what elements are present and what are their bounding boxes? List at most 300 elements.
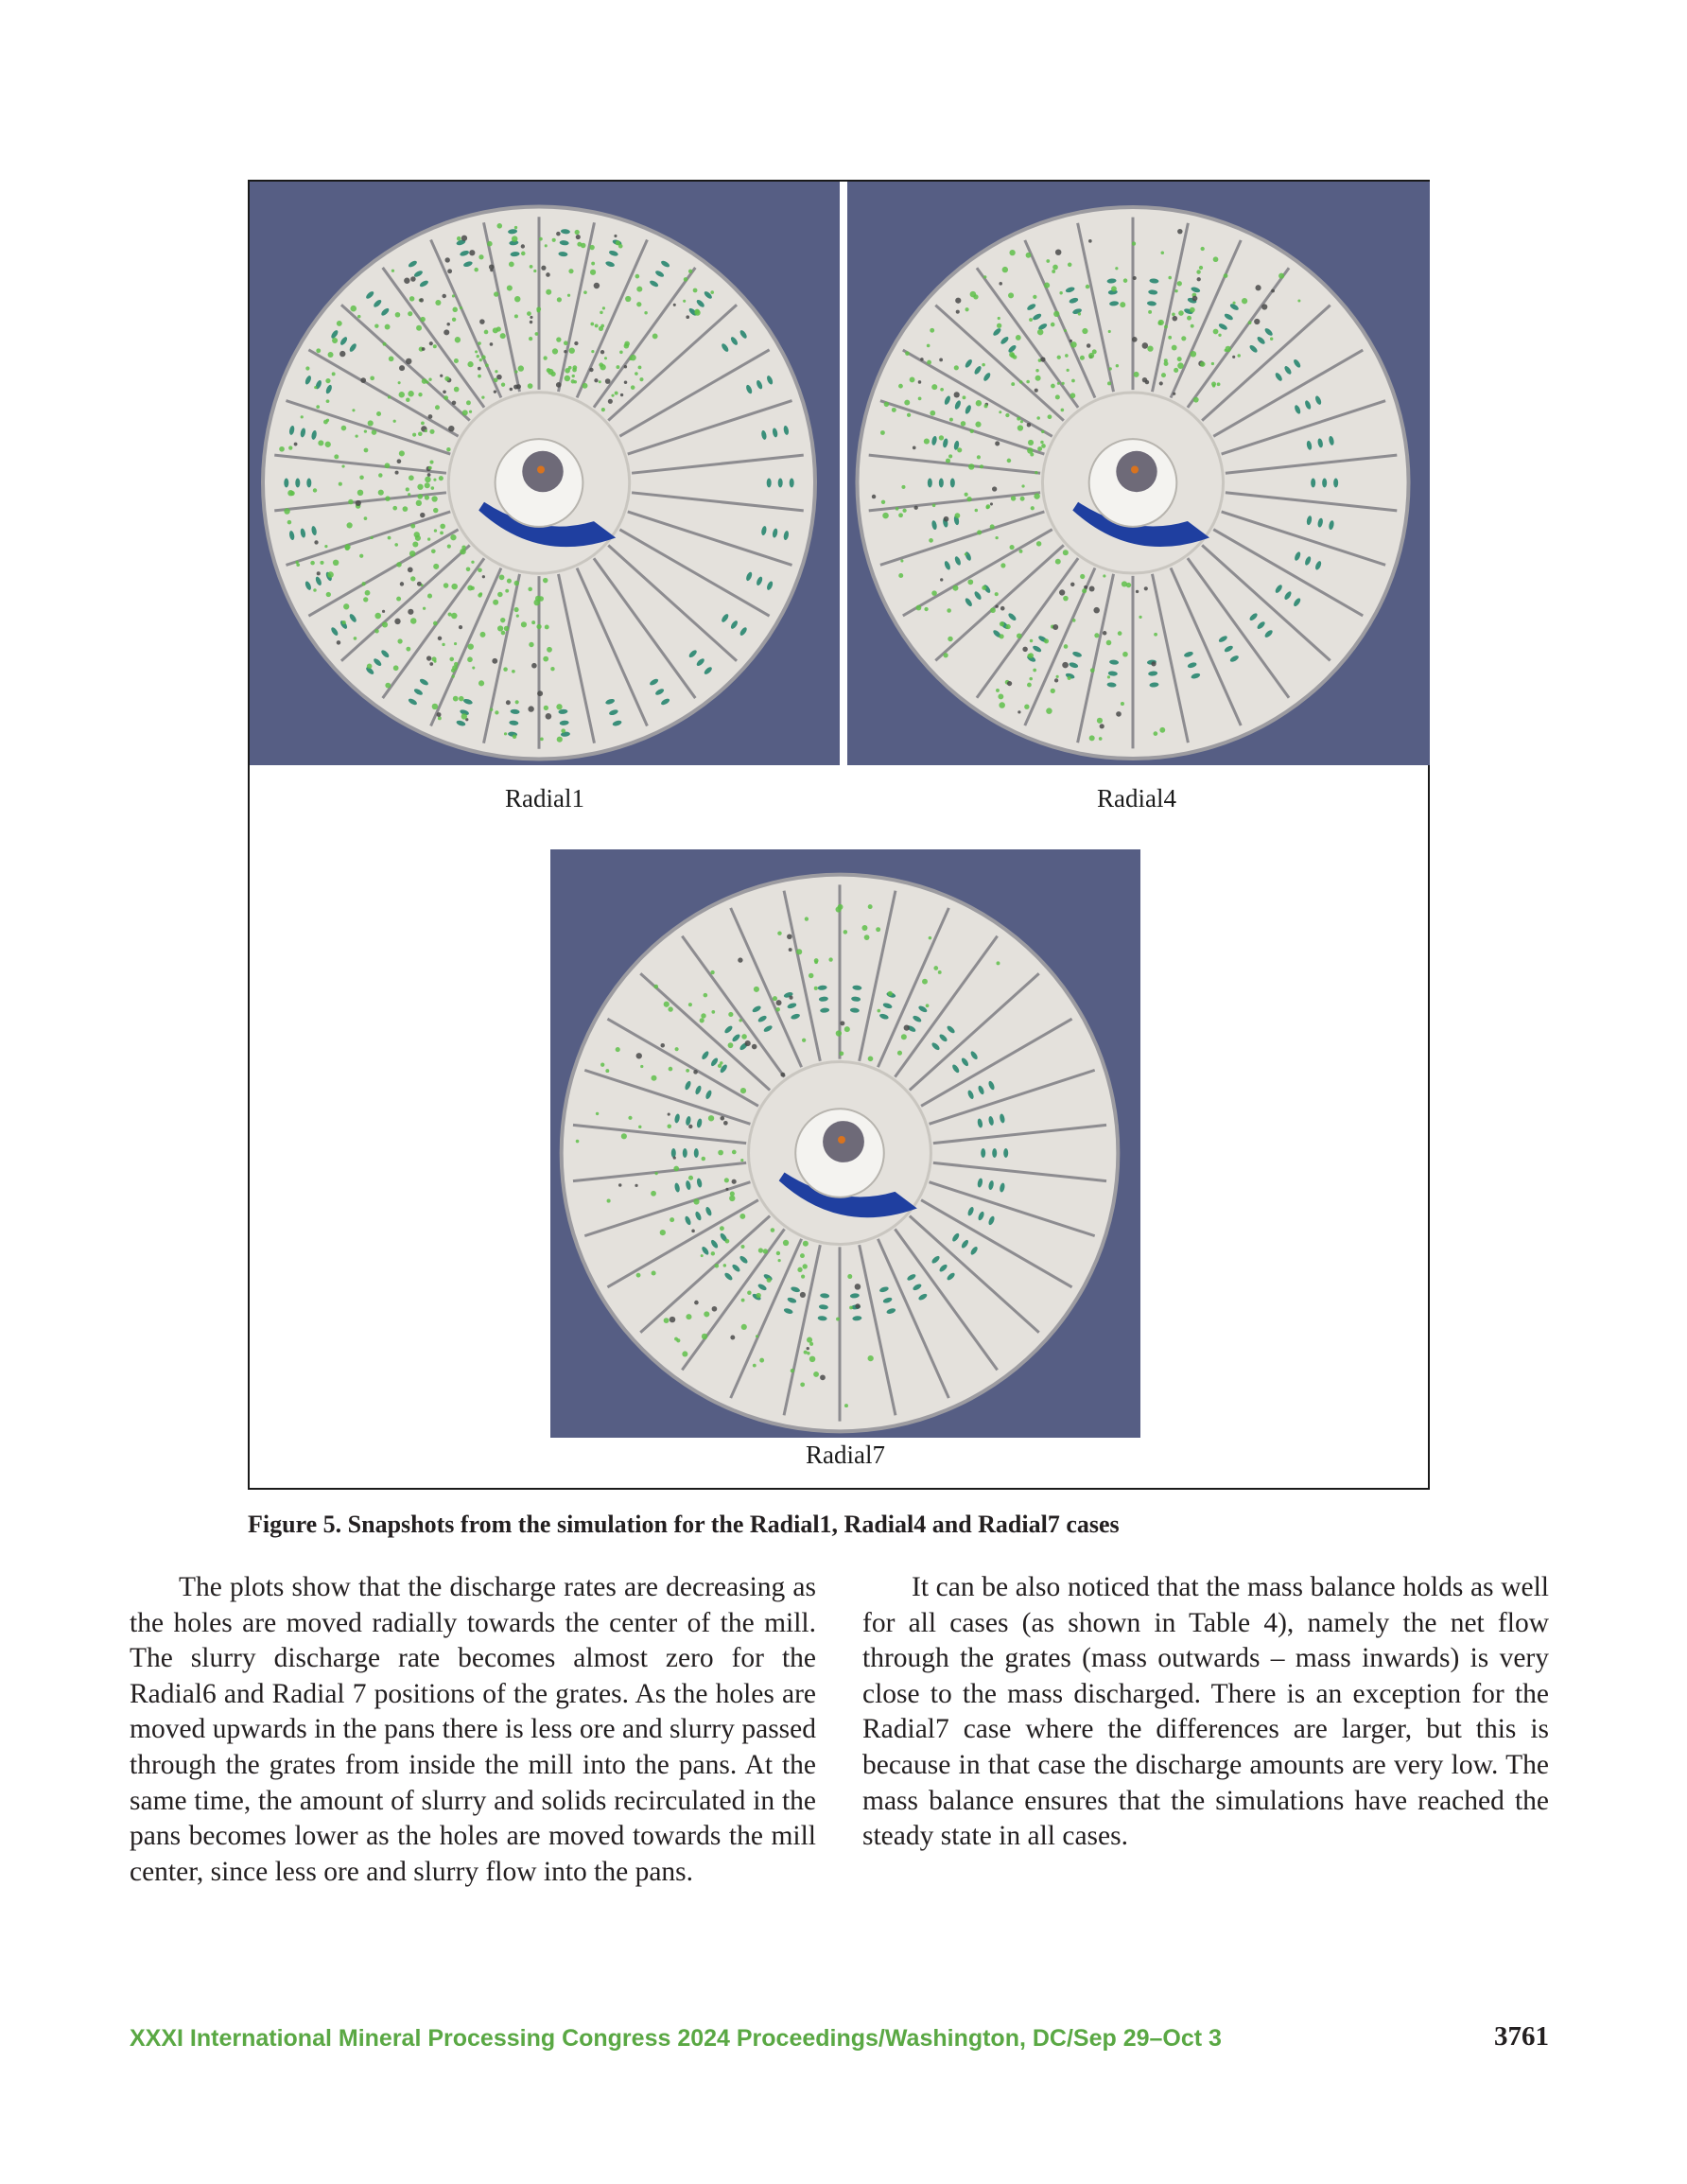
particle bbox=[326, 419, 329, 422]
particle bbox=[1048, 414, 1052, 419]
particle bbox=[1021, 484, 1024, 487]
particle bbox=[478, 254, 483, 259]
particle bbox=[636, 1053, 642, 1058]
particle bbox=[589, 368, 593, 372]
particle bbox=[408, 568, 413, 573]
particle bbox=[674, 1337, 678, 1341]
particle bbox=[688, 1176, 693, 1180]
particle bbox=[630, 355, 635, 360]
particle bbox=[955, 298, 961, 304]
particle bbox=[1168, 336, 1172, 340]
particle bbox=[368, 420, 374, 426]
particle bbox=[557, 737, 563, 743]
particle bbox=[481, 355, 486, 359]
particle bbox=[357, 315, 361, 319]
particle bbox=[636, 302, 641, 306]
particle bbox=[616, 1047, 620, 1052]
particle bbox=[1051, 689, 1055, 693]
particle bbox=[844, 930, 848, 935]
particle bbox=[644, 311, 647, 314]
particle bbox=[399, 365, 405, 371]
particle bbox=[533, 270, 536, 272]
particle bbox=[807, 1337, 812, 1343]
particle bbox=[410, 576, 415, 581]
particle bbox=[529, 642, 533, 647]
particle bbox=[332, 338, 338, 343]
particle bbox=[660, 1230, 666, 1235]
particle bbox=[601, 408, 605, 411]
particle bbox=[543, 656, 548, 662]
radial1-label: Radial1 bbox=[505, 784, 584, 812]
particle bbox=[433, 344, 437, 348]
particle bbox=[420, 317, 425, 322]
particle bbox=[537, 690, 543, 696]
particle bbox=[438, 637, 443, 641]
particle bbox=[313, 488, 317, 492]
particle bbox=[898, 513, 903, 517]
particle bbox=[1094, 633, 1099, 638]
particle bbox=[1090, 668, 1095, 673]
particle bbox=[1040, 357, 1045, 361]
particle bbox=[450, 534, 456, 540]
particle bbox=[440, 524, 445, 530]
particle bbox=[624, 381, 627, 384]
particle bbox=[838, 904, 844, 910]
particle bbox=[740, 1159, 743, 1162]
particle bbox=[337, 321, 342, 326]
particle bbox=[1108, 330, 1111, 333]
particle bbox=[653, 985, 658, 989]
particle bbox=[395, 471, 399, 475]
particle bbox=[1100, 724, 1104, 728]
particle bbox=[341, 426, 347, 431]
particle bbox=[595, 323, 599, 327]
particle bbox=[521, 244, 525, 248]
particle bbox=[478, 568, 482, 572]
particle bbox=[970, 291, 977, 298]
particle bbox=[333, 560, 339, 566]
particle bbox=[892, 408, 896, 412]
particle bbox=[1070, 583, 1074, 586]
particle bbox=[1107, 675, 1110, 678]
particle bbox=[675, 1047, 679, 1051]
particle bbox=[855, 1284, 861, 1290]
particle bbox=[1031, 506, 1035, 510]
particle bbox=[328, 352, 334, 358]
particle bbox=[940, 388, 944, 392]
particle bbox=[479, 358, 482, 361]
particle bbox=[977, 455, 981, 459]
particle bbox=[813, 1372, 819, 1377]
particle bbox=[594, 283, 600, 288]
particle bbox=[961, 421, 966, 427]
particle bbox=[530, 321, 532, 323]
particle bbox=[294, 443, 298, 446]
particle bbox=[800, 1292, 806, 1298]
particle bbox=[651, 1191, 656, 1197]
particle bbox=[385, 496, 391, 501]
particle bbox=[544, 706, 548, 710]
particle bbox=[876, 927, 880, 932]
particle bbox=[514, 296, 520, 302]
particle bbox=[807, 1352, 809, 1354]
particle bbox=[1248, 321, 1252, 324]
particle bbox=[425, 482, 430, 488]
particle bbox=[492, 658, 497, 664]
particle bbox=[326, 592, 331, 597]
particle bbox=[693, 1198, 699, 1204]
particle bbox=[1151, 661, 1156, 666]
particle bbox=[569, 348, 575, 354]
particle bbox=[557, 297, 562, 302]
particle bbox=[324, 545, 327, 548]
particle bbox=[1237, 354, 1240, 357]
particle bbox=[1080, 574, 1085, 579]
particle bbox=[702, 1334, 707, 1339]
particle bbox=[635, 274, 640, 279]
particle bbox=[600, 311, 602, 314]
particle bbox=[443, 583, 449, 588]
particle bbox=[461, 236, 467, 241]
particle bbox=[1160, 251, 1164, 254]
particle bbox=[1055, 559, 1061, 565]
grate-hole bbox=[284, 479, 288, 488]
particle bbox=[741, 1034, 747, 1040]
particle bbox=[1080, 356, 1085, 360]
particle bbox=[367, 664, 373, 670]
particle bbox=[1052, 265, 1058, 271]
particle bbox=[428, 414, 433, 419]
particle bbox=[619, 350, 623, 354]
particle bbox=[985, 506, 989, 510]
particle bbox=[1067, 369, 1070, 372]
particle bbox=[514, 370, 517, 373]
particle bbox=[459, 696, 464, 702]
grate-hole bbox=[1311, 479, 1315, 488]
particle bbox=[759, 1358, 764, 1363]
particle bbox=[1068, 676, 1071, 680]
particle bbox=[920, 358, 924, 361]
particle bbox=[1213, 329, 1219, 335]
particle bbox=[948, 454, 952, 458]
particle bbox=[487, 241, 493, 247]
particle bbox=[660, 1043, 665, 1048]
particle bbox=[1037, 329, 1043, 335]
particle bbox=[435, 300, 441, 306]
particle bbox=[448, 612, 452, 616]
particle bbox=[477, 355, 479, 358]
particle bbox=[638, 366, 642, 370]
particle bbox=[990, 524, 995, 529]
particle bbox=[427, 537, 430, 540]
particle bbox=[354, 637, 357, 640]
particle bbox=[529, 337, 532, 341]
particle bbox=[1017, 417, 1020, 421]
particle bbox=[506, 700, 511, 705]
particle bbox=[922, 979, 928, 985]
particle bbox=[287, 520, 292, 525]
ore-particle bbox=[537, 466, 545, 474]
particle bbox=[715, 1264, 720, 1268]
particle bbox=[591, 262, 595, 266]
particle bbox=[926, 1004, 930, 1007]
particle bbox=[913, 506, 917, 510]
particle bbox=[510, 388, 513, 391]
particle bbox=[804, 1351, 808, 1354]
particle bbox=[844, 1026, 850, 1032]
particle bbox=[758, 1248, 763, 1252]
particle bbox=[416, 325, 422, 331]
particle bbox=[443, 329, 449, 335]
grate-hole bbox=[939, 479, 944, 488]
particle bbox=[849, 1306, 853, 1310]
particle bbox=[939, 435, 944, 440]
particle bbox=[565, 376, 570, 381]
particle bbox=[1029, 677, 1033, 681]
particle bbox=[965, 493, 968, 497]
particle bbox=[531, 663, 537, 669]
particle bbox=[847, 1274, 852, 1279]
particle bbox=[745, 1040, 751, 1046]
particle bbox=[1046, 259, 1050, 263]
particle bbox=[957, 447, 962, 452]
particle bbox=[789, 996, 792, 1000]
particle bbox=[1052, 624, 1058, 630]
particle bbox=[1181, 336, 1186, 341]
particle bbox=[1037, 446, 1042, 451]
particle bbox=[1196, 270, 1201, 274]
particle bbox=[515, 700, 519, 704]
particle bbox=[404, 278, 409, 284]
particle bbox=[360, 377, 366, 383]
particle bbox=[452, 665, 458, 671]
particle bbox=[1061, 409, 1065, 412]
particle bbox=[947, 608, 951, 613]
particle bbox=[704, 993, 708, 998]
particle bbox=[638, 1126, 641, 1128]
particle bbox=[802, 1039, 806, 1042]
particle bbox=[636, 1273, 641, 1278]
particle bbox=[944, 516, 949, 522]
particle bbox=[289, 491, 294, 496]
particle bbox=[433, 479, 436, 481]
particle bbox=[1008, 292, 1014, 298]
particle bbox=[420, 298, 424, 302]
grate-hole bbox=[1003, 1148, 1008, 1158]
particle bbox=[701, 1013, 705, 1018]
particle bbox=[1107, 381, 1111, 385]
particle bbox=[684, 277, 687, 281]
particle bbox=[982, 585, 986, 590]
particle bbox=[1177, 281, 1182, 286]
particle bbox=[1024, 705, 1029, 709]
particle bbox=[326, 399, 330, 403]
particle bbox=[451, 613, 458, 620]
particle bbox=[425, 477, 431, 483]
particle bbox=[1118, 631, 1122, 636]
particle bbox=[1217, 382, 1221, 386]
particle bbox=[1041, 444, 1046, 448]
particle bbox=[497, 592, 503, 598]
particle bbox=[767, 1278, 772, 1283]
grate-hole bbox=[694, 1148, 699, 1158]
particle bbox=[438, 716, 442, 720]
particle bbox=[325, 442, 331, 447]
particle bbox=[868, 904, 873, 909]
particle bbox=[452, 318, 456, 322]
particle bbox=[673, 1166, 679, 1172]
particle bbox=[1017, 425, 1023, 430]
particle bbox=[1191, 351, 1197, 358]
particle bbox=[474, 268, 478, 271]
particle bbox=[417, 494, 423, 499]
particle bbox=[902, 509, 906, 513]
particle bbox=[394, 619, 400, 624]
particle bbox=[385, 463, 391, 468]
mill-disc-render bbox=[847, 182, 1430, 765]
particle bbox=[478, 593, 482, 598]
particle bbox=[1002, 267, 1008, 272]
particle bbox=[635, 372, 638, 376]
particle bbox=[422, 378, 427, 384]
particle bbox=[378, 473, 382, 477]
particle bbox=[1132, 241, 1136, 245]
particle bbox=[1070, 341, 1077, 348]
particle bbox=[918, 380, 922, 384]
particle bbox=[1121, 702, 1124, 706]
particle bbox=[1211, 381, 1216, 386]
particle bbox=[1030, 639, 1033, 642]
particle bbox=[1115, 267, 1118, 270]
mill-disc-render bbox=[250, 182, 840, 765]
particle bbox=[1082, 588, 1087, 593]
particle bbox=[370, 376, 374, 381]
particle bbox=[462, 410, 468, 415]
particle bbox=[530, 265, 533, 269]
particle bbox=[448, 426, 454, 431]
particle bbox=[840, 1021, 844, 1025]
particle bbox=[1065, 354, 1069, 358]
particle bbox=[997, 323, 1001, 328]
particle bbox=[433, 564, 439, 569]
particle bbox=[397, 459, 402, 463]
particle bbox=[776, 1000, 782, 1005]
particle bbox=[540, 738, 544, 742]
particle bbox=[547, 647, 552, 653]
grate-hole bbox=[778, 479, 783, 488]
particle bbox=[547, 368, 551, 373]
particle bbox=[754, 987, 759, 992]
particle bbox=[599, 380, 601, 383]
particle bbox=[590, 270, 596, 275]
radial7-snapshot bbox=[550, 849, 1140, 1438]
particle bbox=[996, 689, 1000, 692]
particle bbox=[577, 242, 582, 247]
particle bbox=[359, 554, 363, 558]
particle bbox=[521, 252, 526, 256]
particle bbox=[425, 429, 427, 432]
particle bbox=[998, 694, 1003, 700]
particle bbox=[730, 1192, 735, 1197]
particle bbox=[956, 310, 960, 314]
particle bbox=[443, 390, 446, 393]
particle bbox=[537, 309, 541, 313]
particle bbox=[417, 582, 422, 586]
particle bbox=[490, 342, 494, 346]
particle bbox=[1053, 311, 1059, 317]
particle bbox=[572, 368, 577, 373]
particle bbox=[984, 404, 988, 408]
particle bbox=[1270, 338, 1273, 341]
particle bbox=[457, 236, 461, 241]
particle bbox=[583, 290, 587, 294]
particle bbox=[1255, 285, 1261, 290]
particle bbox=[787, 934, 792, 939]
particle bbox=[930, 328, 934, 333]
figure-caption: Figure 5. Snapshots from the simulation for the Radial1, Radial4 and Radial7 cases bbox=[248, 1511, 1120, 1538]
particle bbox=[507, 285, 513, 290]
particle bbox=[624, 365, 627, 368]
grate-hole bbox=[671, 1148, 676, 1158]
particle bbox=[614, 235, 617, 237]
particle bbox=[1164, 361, 1169, 366]
particle bbox=[1035, 369, 1038, 372]
particle bbox=[478, 375, 481, 378]
particle bbox=[710, 290, 714, 294]
particle bbox=[635, 1184, 637, 1187]
particle bbox=[740, 1245, 744, 1249]
particle bbox=[334, 454, 339, 459]
particle bbox=[753, 1364, 757, 1368]
particle bbox=[550, 667, 554, 671]
particle bbox=[301, 415, 304, 418]
particle bbox=[1134, 372, 1139, 377]
particle bbox=[440, 531, 443, 534]
particle bbox=[1016, 335, 1021, 341]
particle bbox=[556, 382, 562, 388]
particle bbox=[880, 430, 885, 435]
particle bbox=[952, 585, 958, 591]
particle bbox=[513, 735, 516, 739]
particle bbox=[504, 626, 509, 631]
particle bbox=[541, 266, 546, 271]
particle bbox=[723, 1264, 727, 1267]
particle bbox=[1103, 574, 1105, 577]
particle bbox=[545, 624, 549, 629]
particle bbox=[396, 562, 401, 567]
particle bbox=[778, 1259, 781, 1262]
particle bbox=[469, 411, 472, 413]
particle bbox=[924, 439, 930, 445]
particle bbox=[382, 610, 385, 613]
particle bbox=[433, 621, 438, 626]
particle bbox=[708, 1115, 714, 1121]
particle bbox=[1019, 380, 1023, 384]
particle bbox=[884, 402, 889, 407]
particle bbox=[466, 568, 471, 572]
particle bbox=[1088, 353, 1094, 358]
particle bbox=[975, 509, 979, 513]
particle bbox=[1026, 253, 1032, 258]
particle bbox=[481, 396, 484, 399]
particle bbox=[924, 607, 928, 611]
particle bbox=[406, 397, 410, 402]
particle bbox=[552, 348, 558, 354]
particle bbox=[1111, 286, 1117, 291]
particle bbox=[864, 935, 870, 940]
particle bbox=[1093, 607, 1099, 613]
grate-hole bbox=[1333, 479, 1338, 488]
